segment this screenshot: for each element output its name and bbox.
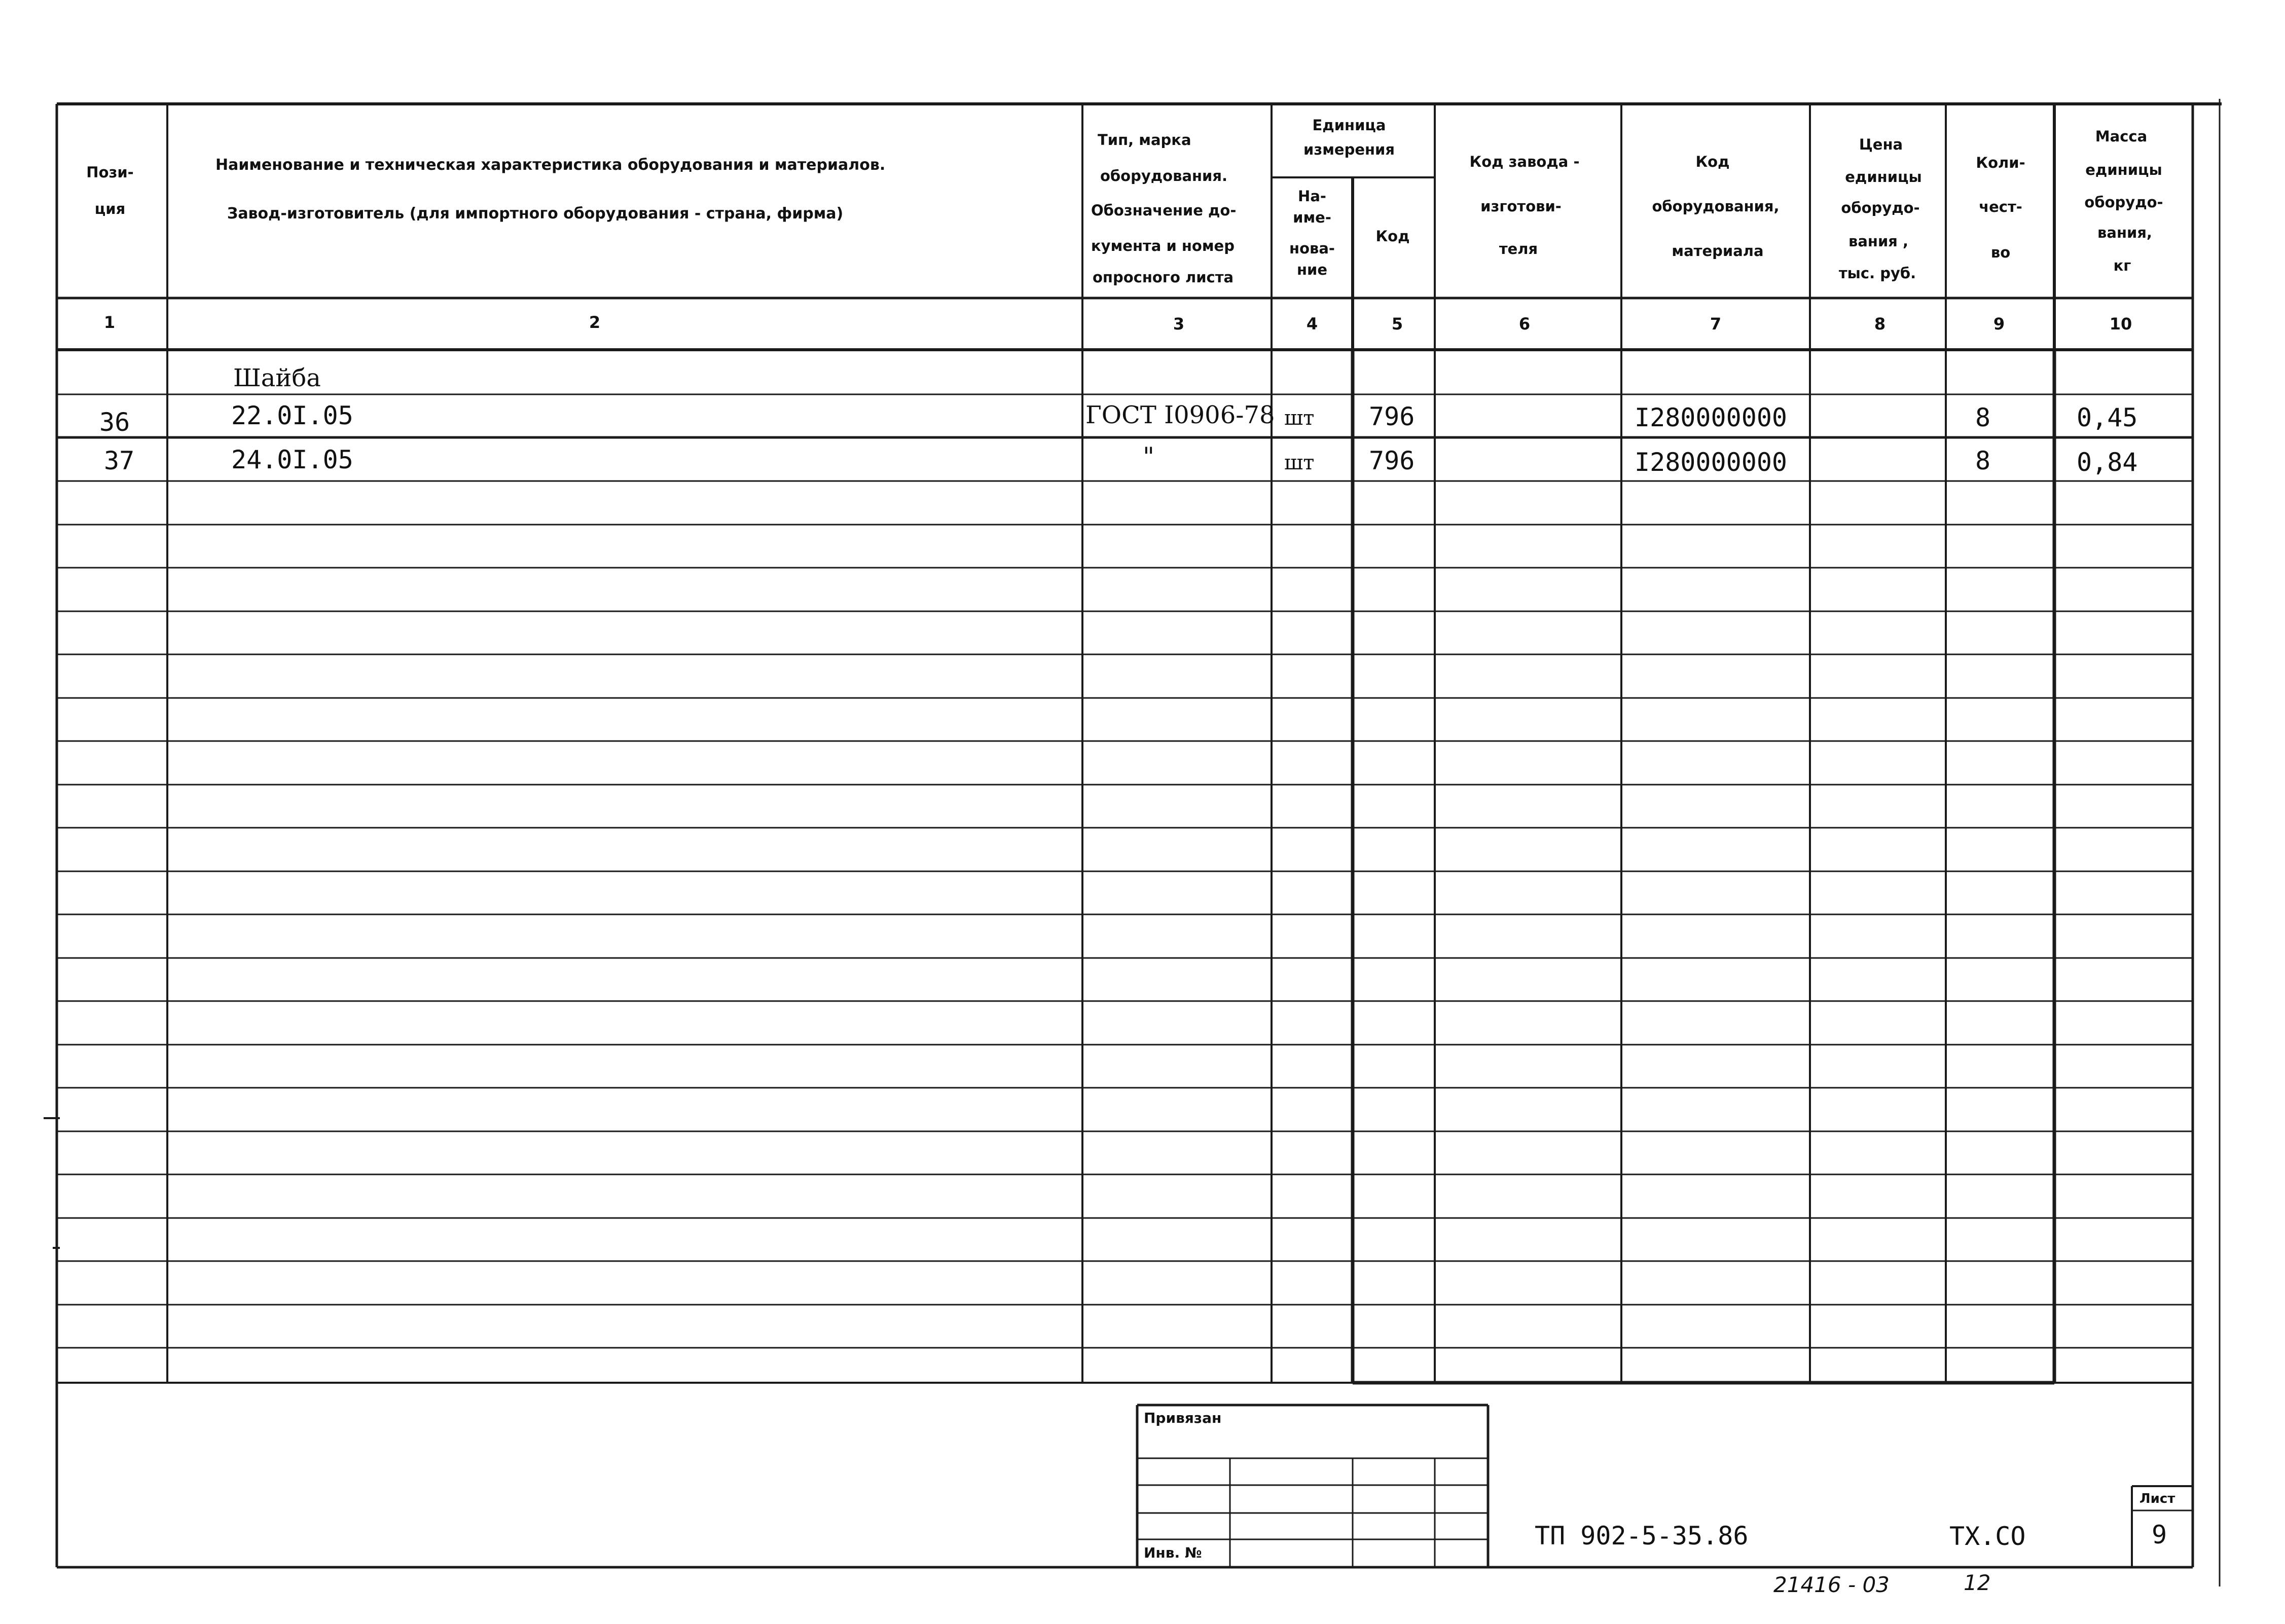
header-type-line1: Тип, марка	[1098, 131, 1191, 149]
table-row-quantity: 8	[1975, 446, 1991, 475]
table-row-name: 22.0I.05	[231, 401, 353, 430]
header-unit-group-line1: Единица	[1312, 117, 1386, 134]
header-unit-name-line3: нова-	[1289, 240, 1335, 257]
header-name-line2: Завод-изготовитель (для импортного оборудования - страна, фирма)	[227, 205, 844, 223]
header-unit-name-line2: име-	[1293, 209, 1331, 226]
section-code: ТХ.СО	[1949, 1522, 2026, 1551]
header-item-code-line1: Код	[1695, 153, 1730, 170]
header-price-line4: вания ,	[1848, 233, 1909, 250]
header-factory-code-line1: Код завода -	[1469, 153, 1580, 170]
header-qty-line3: во	[1990, 244, 2011, 261]
header-mass-line2: единицы	[2085, 161, 2162, 178]
table-row-document: ГОСТ I0906-78	[1085, 401, 1275, 429]
table-row-unit: шт	[1284, 451, 1315, 474]
table-row-quantity: 8	[1975, 403, 1991, 432]
header-unit-code: Код	[1375, 228, 1410, 245]
table-row-unit: шт	[1284, 407, 1315, 430]
sheet-label: Лист	[2139, 1491, 2175, 1506]
header-mass-line4: вания,	[2097, 224, 2152, 241]
header-item-code-line2: оборудования,	[1652, 198, 1780, 215]
header-mass-line1: Масса	[2095, 128, 2148, 145]
column-number-9: 9	[1993, 314, 2005, 334]
column-number-8: 8	[1874, 314, 1886, 334]
column-number-10: 10	[2109, 314, 2132, 334]
header-type-line3: Обозначение до-	[1091, 202, 1237, 219]
table-row-document: "	[1143, 442, 1154, 471]
table-row-group-title: Шайба	[233, 364, 321, 392]
handwritten-page-mark: 12	[1964, 1570, 1991, 1595]
table-row-item-code: I280000000	[1635, 448, 1788, 477]
table-row-mass: 0,45	[2077, 403, 2138, 432]
header-unit-name-line4: ние	[1296, 261, 1328, 278]
header-type-line2: оборудования.	[1100, 167, 1228, 184]
header-mass-line5: кг	[2113, 257, 2131, 274]
sheet-number: 9	[2152, 1520, 2167, 1549]
column-number-3: 3	[1173, 314, 1185, 334]
header-type-line4: кумента и номер	[1091, 237, 1235, 254]
header-unit-name-line1: На-	[1298, 188, 1326, 205]
table-row-mass: 0,84	[2077, 448, 2138, 477]
header-mass-line3: оборудо-	[2084, 194, 2163, 211]
header-name-line1: Наименование и техническая характеристика оборудования и материалов.	[215, 156, 886, 174]
header-position-line2: ция	[94, 200, 126, 217]
header-factory-code-line2: изготови-	[1480, 198, 1562, 215]
column-number-4: 4	[1306, 314, 1318, 334]
column-number-7: 7	[1710, 314, 1722, 334]
document-number: ТП 902-5-35.86	[1535, 1521, 1749, 1551]
table-row-position: 37	[104, 446, 135, 475]
header-price-line1: Цена	[1859, 136, 1903, 153]
stamp-linked-label: Привязан	[1144, 1410, 1222, 1426]
header-qty-line1: Коли-	[1976, 154, 2025, 171]
column-number-1: 1	[103, 313, 116, 332]
header-position-line1: Пози-	[86, 164, 134, 181]
stamp-inventory-label: Инв. №	[1144, 1544, 1202, 1561]
header-price-line2: единицы	[1845, 168, 1922, 186]
table-row-unit-code: 796	[1369, 446, 1415, 475]
column-number-6: 6	[1518, 314, 1531, 334]
table-row-position: 36	[99, 408, 130, 437]
table-row-item-code: I280000000	[1635, 403, 1788, 432]
header-price-line3: оборудо-	[1841, 199, 1920, 216]
table-row-name: 24.0I.05	[231, 445, 353, 474]
header-qty-line2: чест-	[1979, 198, 2022, 215]
column-number-5: 5	[1391, 314, 1403, 334]
column-number-2: 2	[589, 313, 601, 332]
header-type-line5: опросного листа	[1093, 269, 1234, 286]
header-item-code-line3: материала	[1672, 242, 1764, 260]
handwritten-archive-number: 21416 - 03	[1773, 1572, 1890, 1597]
header-factory-code-line3: теля	[1499, 240, 1538, 257]
table-row-unit-code: 796	[1369, 402, 1415, 431]
header-unit-group-line2: измерения	[1303, 141, 1395, 158]
header-price-line5: тыс. руб.	[1838, 265, 1916, 282]
